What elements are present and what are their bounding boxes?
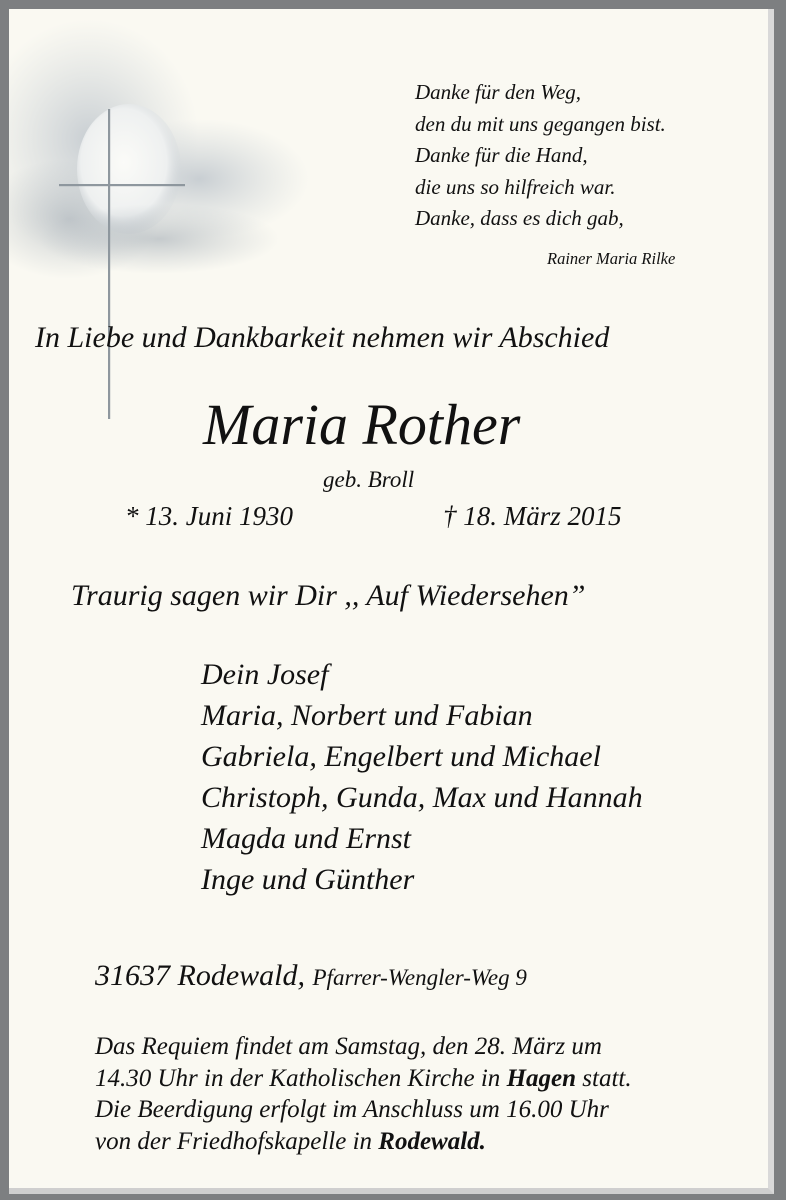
deceased-name: Maria Rother bbox=[203, 392, 521, 457]
address bbox=[95, 959, 527, 993]
notice-text: 14.30 Uhr in der Katholischen Kirche in bbox=[95, 1064, 507, 1092]
obituary-card bbox=[9, 9, 774, 1194]
poem-line: Danke, dass es dich gab, bbox=[415, 206, 624, 230]
notice-line bbox=[95, 1063, 632, 1095]
family-member: Inge und Günther bbox=[201, 863, 415, 896]
death-date: † 18. März 2015 bbox=[443, 501, 622, 531]
notice-line bbox=[95, 1126, 632, 1158]
church-location: Hagen bbox=[506, 1064, 577, 1092]
family-member: Gabriela, Engelbert und Michael bbox=[201, 740, 601, 773]
burial-location: Rodewald. bbox=[378, 1127, 486, 1155]
funeral-notice bbox=[95, 1031, 632, 1157]
poem-line: Danke für den Weg, bbox=[415, 80, 582, 104]
birth-date: * 13. Juni 1930 bbox=[125, 501, 293, 531]
family-member: Christoph, Gunda, Max und Hannah bbox=[201, 781, 643, 814]
notice-text: statt. bbox=[576, 1064, 632, 1092]
cross-moon-illustration bbox=[9, 9, 309, 449]
address-city: 31637 Rodewald, bbox=[95, 959, 305, 992]
farewell-line: Traurig sagen wir Dir ,, Auf Wiedersehen” bbox=[71, 579, 586, 612]
poem-line: den du mit uns gegangen bist. bbox=[415, 111, 666, 136]
poem-line: Danke für die Hand, bbox=[415, 143, 588, 167]
family-member: Magda und Ernst bbox=[201, 822, 411, 855]
poem-line: die uns so hilfreich war. bbox=[415, 174, 616, 199]
poem bbox=[415, 77, 666, 235]
cross-icon bbox=[108, 109, 110, 419]
maiden-name: geb. Broll bbox=[323, 467, 415, 492]
intro-line: In Liebe und Dankbarkeit nehmen wir Abschied bbox=[35, 321, 610, 354]
notice-line: Das Requiem findet am Samstag, den 28. März um bbox=[95, 1033, 602, 1060]
family-list bbox=[201, 654, 643, 900]
family-member: Maria, Norbert und Fabian bbox=[201, 699, 533, 732]
poem-author: Rainer Maria Rilke bbox=[547, 249, 676, 268]
notice-text: von der Friedhofskapelle in bbox=[95, 1127, 379, 1155]
family-member: Dein Josef bbox=[201, 658, 329, 691]
address-street: Pfarrer-Wengler-Weg 9 bbox=[312, 965, 527, 990]
notice-line: Die Beerdigung erfolgt im Anschluss um 16.00 Uhr bbox=[95, 1096, 609, 1123]
